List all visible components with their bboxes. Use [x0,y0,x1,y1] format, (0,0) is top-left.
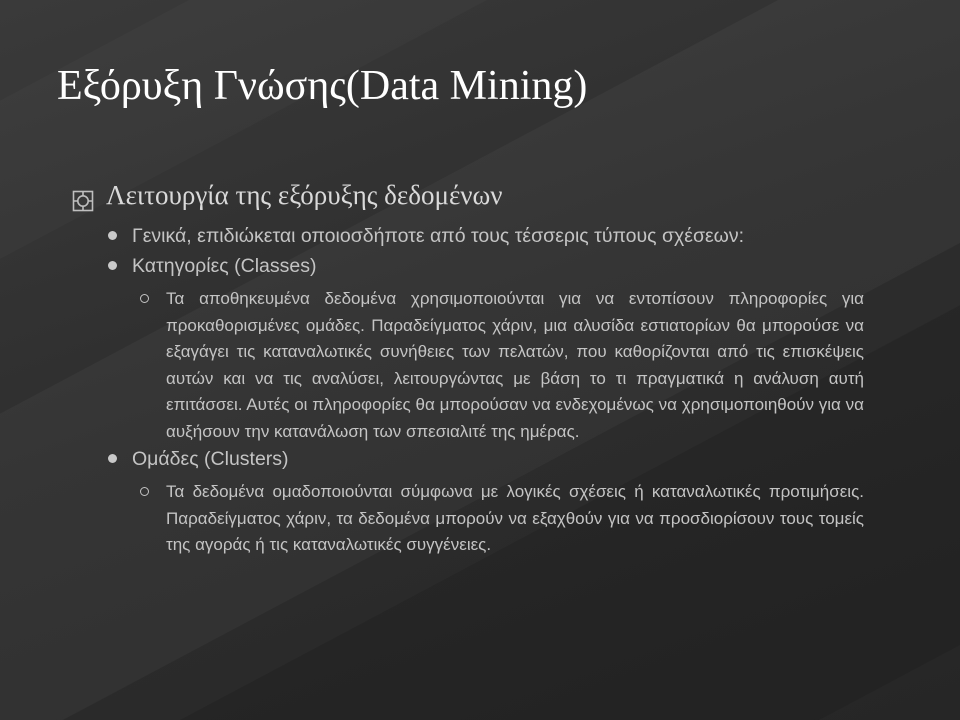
slide-content [72,176,864,559]
heading-bullet [72,176,832,220]
bullet-dot-icon [108,454,117,463]
classes-text: Τα αποθηκευμένα δεδομένα χρησιμοποιούνται για να εντοπίσουν πληροφορίες για προκαθορισμένες ομάδες. Παραδείγματος χάριν, μια αλυσίδα εστιατορίων θα μπορούσε να εξαγάγει τις καταναλωτικές συνήθειες των πελατών, που καθορίζονται από τις επισκέψεις αυτών και να τις αναλύσει, λειτουργώντας με βάση το τι πραγματικά η ανάλυση αυτή επιτάσσει. Αυτές οι πληροφορίες θα μπορούσαν να ενδεχομένως να χρησιμοποιηθούν για να αυξήσουν την κατανάλωση των σπεσιαλιτέ της ημέρας. [166,289,864,441]
bullet-dot-icon [108,261,117,270]
bullet-ring-icon [140,294,149,303]
bullet-dot-icon [108,231,117,240]
clusters-description [134,479,864,559]
classes-bullet [106,252,832,280]
square-bullet-icon [72,184,94,206]
classes-label: Κατηγορίες (Classes) [132,255,317,277]
clusters-bullet [106,445,832,473]
bullet-ring-icon [140,487,149,496]
slide-title: Εξόρυξη Γνώσης(Data Mining) [57,63,588,109]
clusters-text: Τα δεδομένα ομαδοποιούνται σύμφωνα με λογικές σχέσεις ή καταναλωτικές προτιμήσεις. Παραδείγματος χάριν, τα δεδομένα μπορούν να εξαχθούν για να προσδιορίσουν τους τομείς της αγοράς ή τις καταναλωτικές συγγένειες. [166,482,864,554]
classes-description [134,286,864,445]
intro-bullet [106,222,832,250]
section-heading: Λειτουργία της εξόρυξης δεδομένων [106,180,503,210]
clusters-label: Ομάδες (Clusters) [132,448,289,470]
intro-text: Γενικά, επιδιώκεται οποιοσδήποτε από τους τέσσερις τύπους σχέσεων: [132,225,745,247]
